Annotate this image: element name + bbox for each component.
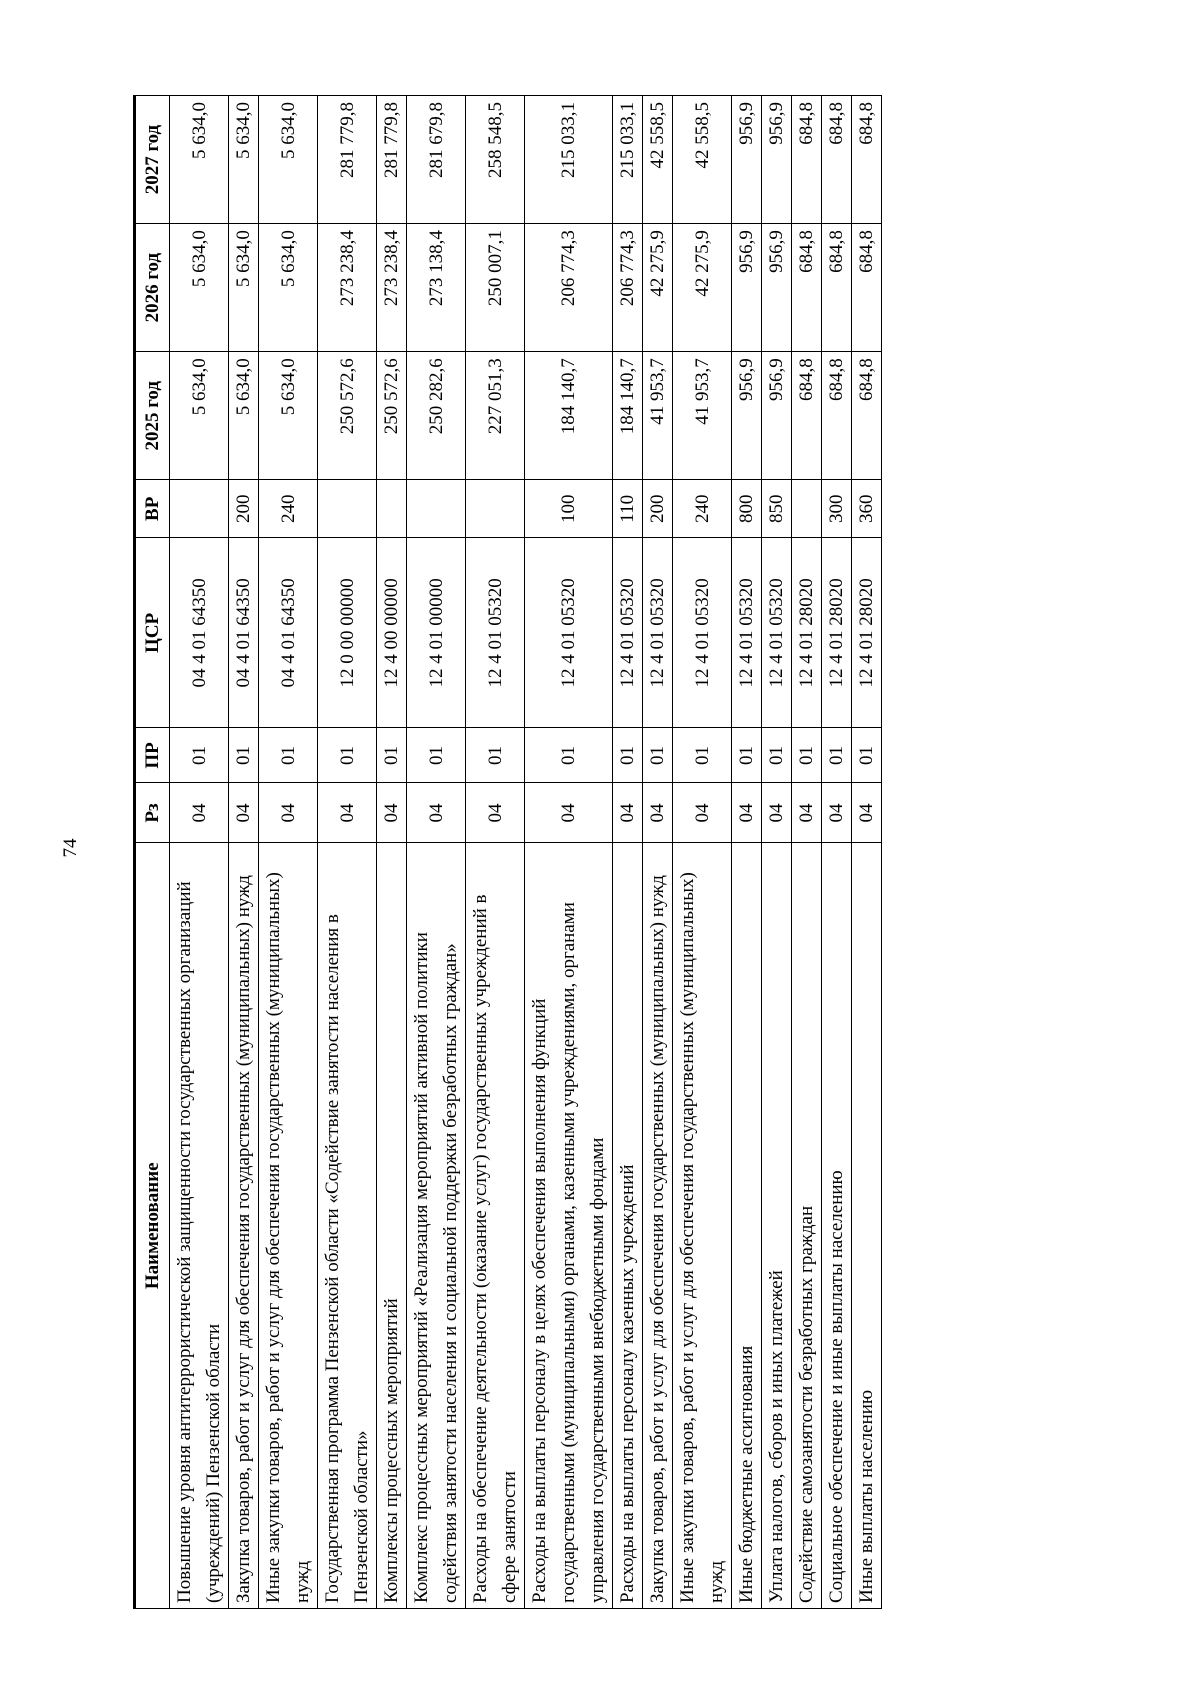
cell-pr: 01 [229,728,259,783]
table-row [407,96,466,1609]
cell-vr: 200 [643,480,673,538]
cell-csr: 12 4 01 05320 [643,538,673,728]
cell-csr: 04 4 01 64350 [259,538,318,728]
header-name: Наименование [135,843,170,1609]
cell-2025: 250 282,6 [407,352,466,480]
cell-rz: 04 [259,783,318,843]
cell-csr: 04 4 01 64350 [229,538,259,728]
cell-pr: 01 [732,728,762,783]
cell-rz: 04 [643,783,673,843]
cell-name: Закупка товаров, работ и услуг для обеспечения государственных (муниципальных) нужд [643,843,673,1609]
cell-rz: 04 [170,783,229,843]
rotated-table-frame [133,95,1070,1609]
cell-2025: 41 953,7 [643,352,673,480]
cell-vr [318,480,377,538]
table-row [852,96,882,1609]
cell-vr: 110 [613,480,643,538]
cell-2025: 227 051,3 [466,352,525,480]
cell-vr [170,480,229,538]
cell-rz: 04 [466,783,525,843]
cell-2026: 956,9 [732,224,762,352]
cell-2025: 684,8 [852,352,882,480]
table-row [762,96,792,1609]
header-csr: ЦСР [135,538,170,728]
table-row [525,96,613,1609]
cell-rz: 04 [822,783,852,843]
cell-2026: 206 774,3 [613,224,643,352]
cell-pr: 01 [673,728,732,783]
cell-2025: 956,9 [762,352,792,480]
cell-vr [407,480,466,538]
cell-pr: 01 [792,728,822,783]
cell-name: Повышение уровня антитеррористической защищенности государственных организаций (учреждений) Пензенской области [170,843,229,1609]
cell-2027: 684,8 [822,96,852,224]
cell-name: Иные закупки товаров, работ и услуг для обеспечения государственных (муниципальных) нужд [259,843,318,1609]
table-header-row [135,96,170,1609]
cell-pr: 01 [643,728,673,783]
cell-rz: 04 [229,783,259,843]
cell-2026: 684,8 [822,224,852,352]
cell-csr: 12 4 01 28020 [852,538,882,728]
cell-vr: 240 [259,480,318,538]
header-pr: ПР [135,728,170,783]
header-vr: ВР [135,480,170,538]
cell-vr [792,480,822,538]
cell-rz: 04 [613,783,643,843]
cell-rz: 04 [673,783,732,843]
cell-2026: 273 138,4 [407,224,466,352]
table-row [229,96,259,1609]
cell-vr: 240 [673,480,732,538]
cell-2026: 684,8 [792,224,822,352]
cell-name: Иные выплаты населению [852,843,882,1609]
cell-2027: 42 558,5 [643,96,673,224]
cell-rz: 04 [525,783,613,843]
cell-2026: 250 007,1 [466,224,525,352]
cell-rz: 04 [732,783,762,843]
table-row [318,96,377,1609]
cell-pr: 01 [318,728,377,783]
cell-2025: 250 572,6 [318,352,377,480]
table-body [170,96,882,1609]
cell-2025: 184 140,7 [525,352,613,480]
cell-pr: 01 [377,728,407,783]
cell-2027: 956,9 [732,96,762,224]
cell-2026: 5 634,0 [259,224,318,352]
header-2027: 2027 год [135,96,170,224]
header-2025: 2025 год [135,352,170,480]
cell-2026: 273 238,4 [318,224,377,352]
cell-pr: 01 [613,728,643,783]
cell-2027: 684,8 [852,96,882,224]
cell-pr: 01 [170,728,229,783]
table-row [673,96,732,1609]
cell-name: Расходы на выплаты персоналу казенных учреждений [613,843,643,1609]
cell-name: Иные бюджетные ассигнования [732,843,762,1609]
cell-rz: 04 [377,783,407,843]
cell-name: Расходы на обеспечение деятельности (оказание услуг) государственных учреждений в сфере занятости [466,843,525,1609]
cell-2026: 684,8 [852,224,882,352]
cell-csr: 12 4 01 05320 [466,538,525,728]
cell-2026: 5 634,0 [170,224,229,352]
cell-2026: 42 275,9 [673,224,732,352]
cell-csr: 12 4 01 05320 [525,538,613,728]
cell-csr: 12 4 00 00000 [377,538,407,728]
cell-2026: 206 774,3 [525,224,613,352]
cell-2025: 5 634,0 [170,352,229,480]
table-row [732,96,762,1609]
cell-2025: 184 140,7 [613,352,643,480]
cell-csr: 12 4 01 28020 [822,538,852,728]
cell-csr: 12 4 01 05320 [762,538,792,728]
cell-pr: 01 [407,728,466,783]
cell-2025: 41 953,7 [673,352,732,480]
cell-2027: 956,9 [762,96,792,224]
cell-2025: 684,8 [792,352,822,480]
cell-pr: 01 [762,728,792,783]
cell-2027: 281 779,8 [377,96,407,224]
cell-2027: 42 558,5 [673,96,732,224]
cell-pr: 01 [822,728,852,783]
rotated-table-area [133,95,1070,1609]
cell-2025: 250 572,6 [377,352,407,480]
header-2026: 2026 год [135,224,170,352]
cell-2026: 42 275,9 [643,224,673,352]
table-row [170,96,229,1609]
cell-csr: 12 4 01 00000 [407,538,466,728]
cell-name: Содействие самозанятости безработных граждан [792,843,822,1609]
cell-pr: 01 [852,728,882,783]
cell-vr: 100 [525,480,613,538]
cell-vr: 360 [852,480,882,538]
cell-2027: 215 033,1 [525,96,613,224]
cell-name: Социальное обеспечение и иные выплаты населению [822,843,852,1609]
cell-rz: 04 [792,783,822,843]
cell-csr: 12 4 01 28020 [792,538,822,728]
cell-pr: 01 [259,728,318,783]
cell-vr [466,480,525,538]
cell-rz: 04 [852,783,882,843]
cell-2027: 5 634,0 [259,96,318,224]
cell-2026: 273 238,4 [377,224,407,352]
table-row [466,96,525,1609]
table-row [259,96,318,1609]
cell-pr: 01 [525,728,613,783]
budget-table [133,95,882,1609]
page-number: 74 [60,838,81,858]
cell-2027: 281 779,8 [318,96,377,224]
header-rz: Рз [135,783,170,843]
cell-2027: 215 033,1 [613,96,643,224]
cell-csr: 04 4 01 64350 [170,538,229,728]
cell-name: Иные закупки товаров, работ и услуг для обеспечения государственных (муниципальных) нужд [673,843,732,1609]
cell-csr: 12 0 00 00000 [318,538,377,728]
cell-name: Закупка товаров, работ и услуг для обеспечения государственных (муниципальных) нужд [229,843,259,1609]
cell-rz: 04 [762,783,792,843]
cell-name: Расходы на выплаты персоналу в целях обеспечения выполнения функций государственными (муниципальными) органами, казенными учреждениями, органами управления государственными внебюджетными фондами [525,843,613,1609]
table-row [613,96,643,1609]
cell-2027: 684,8 [792,96,822,224]
cell-2025: 5 634,0 [259,352,318,480]
cell-rz: 04 [407,783,466,843]
cell-csr: 12 4 01 05320 [673,538,732,728]
cell-csr: 12 4 01 05320 [613,538,643,728]
cell-csr: 12 4 01 05320 [732,538,762,728]
cell-2026: 956,9 [762,224,792,352]
table-row [822,96,852,1609]
cell-name: Комплексы процессных мероприятий [377,843,407,1609]
cell-rz: 04 [318,783,377,843]
cell-name: Уплата налогов, сборов и иных платежей [762,843,792,1609]
table-row [643,96,673,1609]
cell-name: Комплекс процессных мероприятий «Реализация мероприятий активной политики содействия занятости населения и социальной поддержки безработных граждан» [407,843,466,1609]
table-row [377,96,407,1609]
table-row [792,96,822,1609]
cell-vr: 850 [762,480,792,538]
cell-2025: 956,9 [732,352,762,480]
cell-name: Государственная программа Пензенской области «Содействие занятости населения в Пензенской области» [318,843,377,1609]
cell-vr [377,480,407,538]
cell-2025: 5 634,0 [229,352,259,480]
cell-2025: 684,8 [822,352,852,480]
cell-2027: 281 679,8 [407,96,466,224]
cell-2027: 5 634,0 [170,96,229,224]
cell-2027: 5 634,0 [229,96,259,224]
cell-vr: 800 [732,480,762,538]
cell-2026: 5 634,0 [229,224,259,352]
cell-vr: 200 [229,480,259,538]
cell-pr: 01 [466,728,525,783]
cell-2027: 258 548,5 [466,96,525,224]
cell-vr: 300 [822,480,852,538]
